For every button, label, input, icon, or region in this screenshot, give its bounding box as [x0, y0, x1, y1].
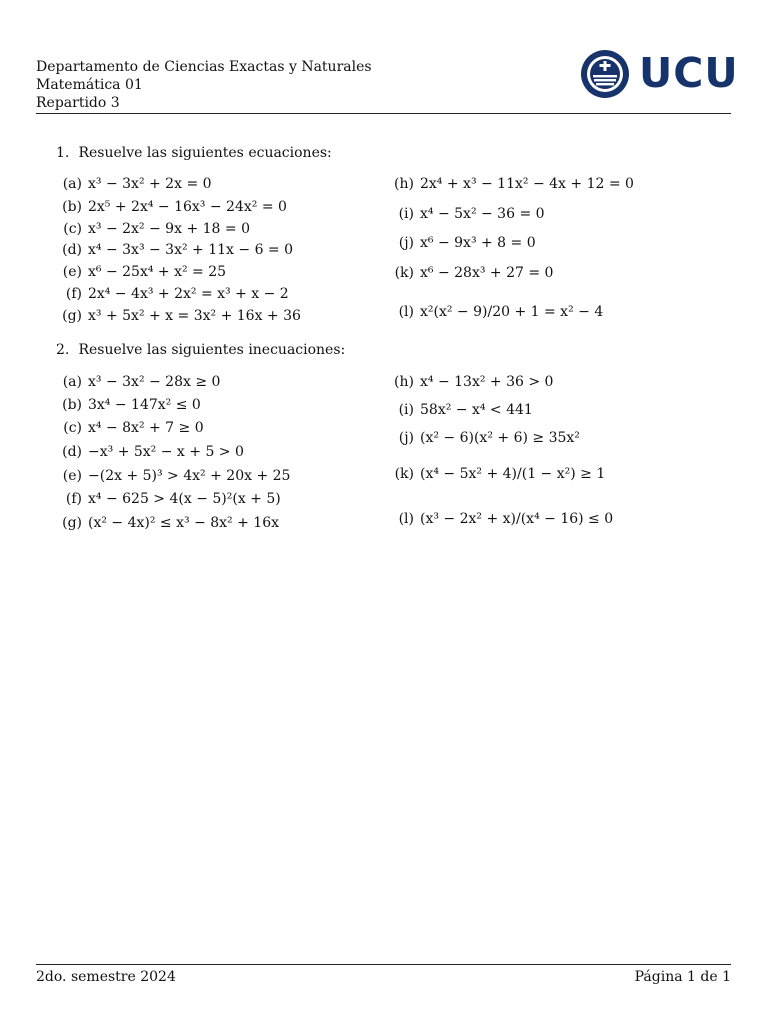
item-label: (b): [62, 199, 82, 215]
list-item: [56, 221, 250, 237]
list-item: [56, 242, 293, 258]
item-label: (i): [398, 402, 414, 418]
ucu-emblem-icon: [580, 49, 630, 99]
document-header: [36, 58, 372, 112]
item-label: (g): [62, 308, 82, 324]
item-label: (l): [398, 304, 414, 320]
problem-text: Resuelve las siguientes ecuaciones:: [78, 145, 332, 161]
equation: x⁶ − 25x⁴ + x² = 25: [88, 264, 227, 280]
inequality: (x² − 6)(x² + 6) ≥ 35x²: [420, 430, 580, 446]
list-item: [56, 286, 289, 302]
list-item: [56, 374, 220, 390]
inequality: x⁴ − 8x² + 7 ≥ 0: [88, 420, 204, 436]
item-label: (f): [65, 491, 82, 507]
item-label: (c): [63, 221, 82, 237]
problem-1-title: [56, 145, 332, 161]
equation: 2x⁴ − 4x³ + 2x² = x³ + x − 2: [88, 286, 289, 302]
footer-divider: [36, 964, 731, 965]
problem-text: Resuelve las siguientes inecuaciones:: [78, 342, 346, 358]
equation: 2x⁵ + 2x⁴ − 16x³ − 24x² = 0: [88, 199, 287, 215]
list-item: [56, 491, 281, 507]
item-label: (a): [62, 176, 82, 192]
problem-number: 1.: [56, 145, 70, 161]
item-label: (j): [398, 235, 414, 251]
list-item: [388, 304, 603, 320]
course-name: Matemática 01: [36, 77, 143, 93]
item-label: (i): [398, 206, 414, 222]
problem-number: 2.: [56, 342, 70, 358]
header-divider: [36, 113, 731, 114]
inequality: 58x² − x⁴ < 441: [420, 402, 533, 418]
inequality: x⁴ − 13x² + 36 > 0: [420, 374, 554, 390]
equation: x⁶ − 9x³ + 8 = 0: [420, 235, 536, 251]
list-item: [388, 235, 536, 251]
item-label: (g): [62, 515, 82, 531]
item-label: (b): [62, 397, 82, 413]
list-item: [56, 397, 201, 413]
semester-label: 2do. semestre 2024: [36, 969, 176, 985]
list-item: [388, 511, 613, 527]
inequality: −x³ + 5x² − x + 5 > 0: [88, 444, 244, 460]
list-item: [56, 199, 287, 215]
inequality: (x⁴ − 5x² + 4)/(1 − x²) ≥ 1: [420, 466, 606, 482]
list-item: [56, 176, 212, 192]
list-item: [388, 402, 533, 418]
item-label: (k): [394, 265, 414, 281]
problem-2-title: [56, 342, 345, 358]
item-label: (h): [394, 374, 414, 390]
inequality: x³ − 3x² − 28x ≥ 0: [88, 374, 221, 390]
ucu-logo: [580, 47, 739, 101]
equation: x²(x² − 9)/20 + 1 = x² − 4: [420, 304, 604, 320]
equation: x³ + 5x² + x = 3x² + 16x + 36: [88, 308, 301, 324]
equation: 2x⁴ + x³ − 11x² − 4x + 12 = 0: [420, 176, 634, 192]
equation: x⁴ − 3x³ − 3x² + 11x − 6 = 0: [88, 242, 294, 258]
item-label: (d): [62, 242, 82, 258]
equation: x⁶ − 28x³ + 27 = 0: [420, 265, 554, 281]
item-label: (h): [394, 176, 414, 192]
item-label: (k): [394, 466, 414, 482]
inequality: x⁴ − 625 > 4(x − 5)²(x + 5): [88, 491, 281, 507]
page-number: Página 1 de 1: [634, 969, 731, 985]
list-item: [388, 176, 634, 192]
item-label: (l): [398, 511, 414, 527]
equation: x⁴ − 5x² − 36 = 0: [420, 206, 545, 222]
list-item: [56, 264, 226, 280]
list-item: [388, 430, 580, 446]
equation: x³ − 3x² + 2x = 0: [88, 176, 212, 192]
list-item: [56, 308, 301, 324]
item-label: (d): [62, 444, 82, 460]
item-label: (e): [62, 264, 82, 280]
item-label: (e): [62, 468, 82, 484]
item-label: (c): [63, 420, 82, 436]
inequality: 3x⁴ − 147x² ≤ 0: [88, 397, 201, 413]
inequality: (x³ − 2x² + x)/(x⁴ − 16) ≤ 0: [420, 511, 614, 527]
inequality: −(2x + 5)³ > 4x² + 20x + 25: [88, 468, 291, 484]
list-item: [56, 444, 244, 460]
department-name: Departamento de Ciencias Exactas y Naturales: [36, 59, 372, 75]
list-item: [56, 420, 204, 436]
list-item: [56, 515, 279, 531]
item-label: (f): [65, 286, 82, 302]
list-item: [388, 466, 605, 482]
list-item: [388, 265, 553, 281]
item-label: (j): [398, 430, 414, 446]
logo-wordmark: UCU: [639, 49, 739, 97]
equation: x³ − 2x² − 9x + 18 = 0: [88, 221, 250, 237]
item-label: (a): [62, 374, 82, 390]
inequality: (x² − 4x)² ≤ x³ − 8x² + 16x: [88, 515, 280, 531]
list-item: [56, 468, 290, 484]
list-item: [388, 374, 553, 390]
list-item: [388, 206, 545, 222]
handout-number: Repartido 3: [36, 95, 120, 111]
